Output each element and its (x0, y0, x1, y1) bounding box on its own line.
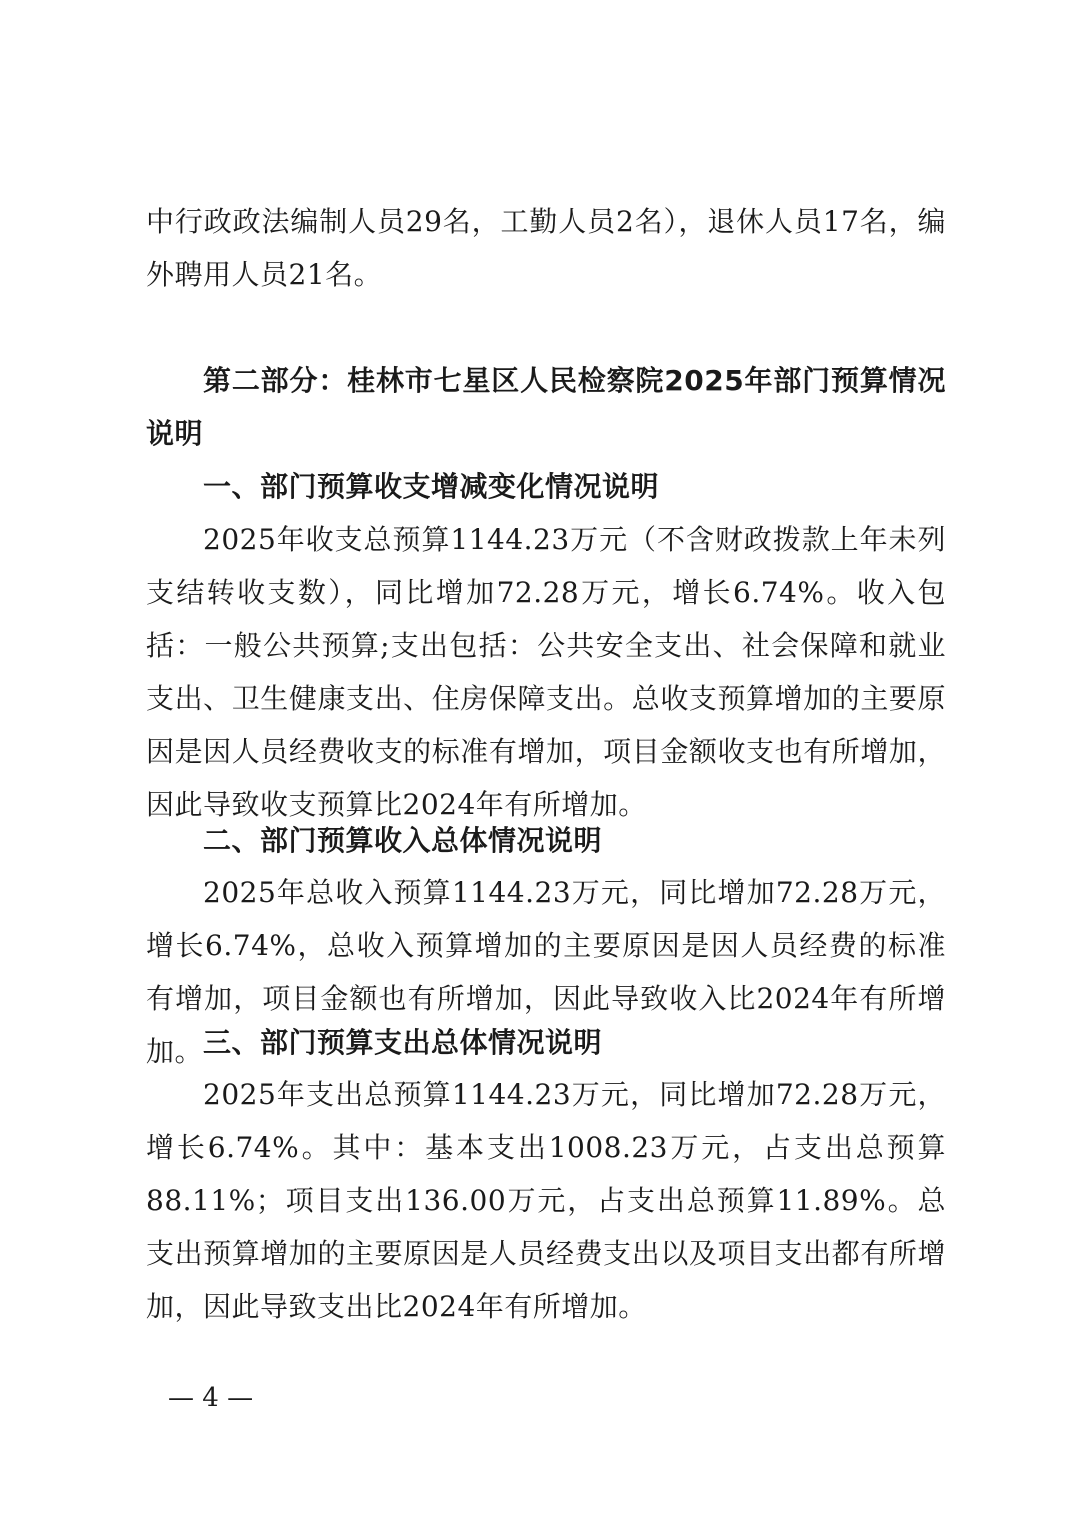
section-3-heading: 三、部门预算支出总体情况说明 (203, 1026, 603, 1059)
section-1-body: 2025年收支总预算1144.23万元（不含财政拨款上年未列支结转收支数），同比增加72.28万元，增长6.74%。收入包括：一般公共预算;支出包括：公共安全支出、社会保障和就业支出、卫生健康支出、住房保障支出。总收支预算增加的主要原因是因人员经费收支的标准有增加，项目金额收支也有所增加，因此导致收支预算比2024年有所增加。 (146, 523, 946, 821)
section-3-body: 2025年支出总预算1144.23万元，同比增加72.28万元，增长6.74%。其中：基本支出1008.23万元，占支出总预算88.11%；项目支出136.00万元，占支出总预算11.89%。总支出预算增加的主要原因是人员经费支出以及项目支出都有所增加，因此导致支出比2024年有所增加。 (146, 1078, 946, 1323)
section-2-body: 2025年总收入预算1144.23万元，同比增加72.28万元，增长6.74%，总收入预算增加的主要原因是因人员经费的标准有增加，项目金额也有所增加，因此导致收入比2024年有所增加。 (146, 876, 946, 1068)
section-2-heading: 二、部门预算收入总体情况说明 (203, 824, 603, 857)
part-title: 第二部分：桂林市七星区人民检察院2025年部门预算情况说明 (146, 364, 946, 450)
continuation-paragraph: 中行政政法编制人员29名，工勤人员2名），退休人员17名，编外聘用人员21名。 (146, 205, 946, 291)
section-1-heading: 一、部门预算收支增减变化情况说明 (203, 470, 660, 503)
page-number: — 4 — (168, 1383, 254, 1413)
